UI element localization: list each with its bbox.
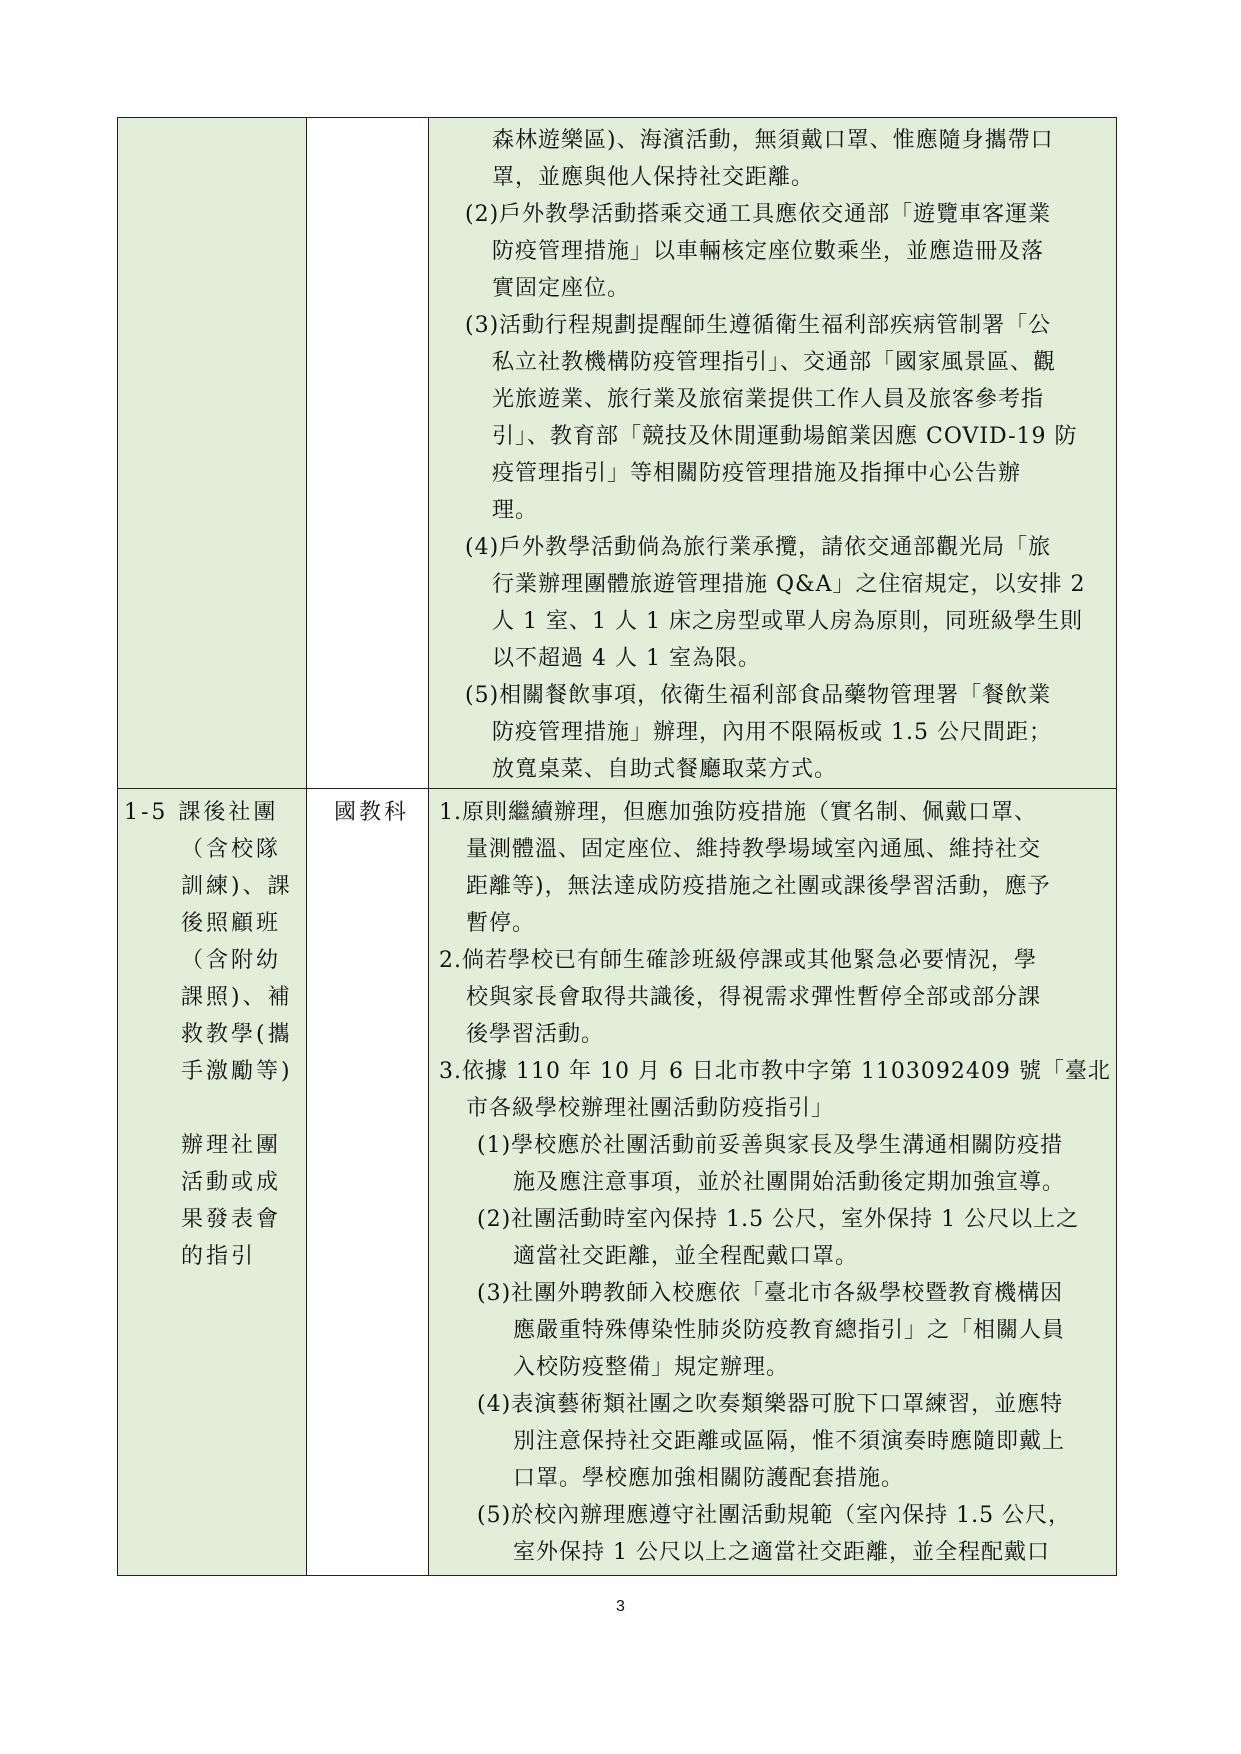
content-line: (3)活動行程規劃提醒師生遵循衛生福利部疾病管制署「公 (465, 313, 1052, 338)
content-line: 適當社交距離，並全程配戴口罩。 (513, 1244, 859, 1269)
content-line: (4)表演藝術類社團之吹奏類樂器可脫下口罩練習，並應特 (477, 1392, 1064, 1417)
department-cell-empty (307, 118, 429, 789)
content-line: 森林遊樂區)、海濱活動，無須戴口罩、惟應隨身攜帶口 (492, 128, 1054, 153)
content-line: 距離等)，無法達成防疫措施之社團或課後學習活動，應予 (466, 874, 1051, 899)
content-line: 防疫管理措施」辦理，內用不限隔板或 1.5 公尺間距； (492, 720, 1052, 745)
content-line: 3.依據 110 年 10 月 6 日北市教中字第 1103092409 號「臺北 (439, 1059, 1111, 1084)
content-line: 1.原則繼續辦理，但應加強防疫措施（實名制、佩戴口罩、 (439, 800, 1037, 825)
content-line: (2)社團活動時室內保持 1.5 公尺，室外保持 1 公尺以上之 (477, 1207, 1080, 1232)
content-line: 放寬桌菜、自助式餐廳取菜方式。 (492, 757, 838, 782)
content-line: (4)戶外教學活動倘為旅行業承攬，請依交通部觀光局「旅 (465, 535, 1052, 560)
content-line: 暫停。 (466, 911, 536, 936)
content-line: 2.倘若學校已有師生確診班級停課或其他緊急必要情況，學 (439, 948, 1037, 973)
content-line: 人 1 室、1 人 1 床之房型或單人房為原則，同班級學生則 (492, 609, 1083, 634)
department-cell (307, 789, 429, 1576)
item-title-line: （含校隊 (181, 837, 282, 862)
item-title-line: 1-5 課後社團 (124, 800, 279, 825)
content-line: 光旅遊業、旅行業及旅宿業提供工作人員及旅客參考指 (492, 387, 1045, 412)
content-line: 疫管理指引」等相關防疫管理措施及指揮中心公告辦 (492, 461, 1022, 486)
item-title-line: 的指引 (181, 1244, 257, 1269)
content-line: 罩，並應與他人保持社交距離。 (492, 165, 815, 190)
content-line: 市各級學校辦理社團活動防疫指引」 (466, 1096, 835, 1121)
item-title-line: （含附幼 (181, 948, 282, 973)
content-line: (5)相關餐飲事項，依衛生福利部食品藥物管理署「餐飲業 (465, 683, 1052, 708)
item-title-line: 課照)、補 (181, 985, 293, 1010)
item-title-line: 果發表會 (181, 1207, 282, 1232)
table-row-continued (118, 118, 1117, 789)
item-title (118, 789, 306, 1275)
content-line: 入校防疫整備」規定辦理。 (513, 1355, 790, 1380)
content-line: 實固定座位。 (492, 276, 631, 301)
content-line: 應嚴重特殊傳染性肺炎防疫教育總指引」之「相關人員 (513, 1318, 1066, 1343)
item-cell-empty (118, 118, 307, 789)
item-title-line: 救教學(攜 (181, 1022, 293, 1047)
content-line: 量測體溫、固定座位、維持教學場域室內通風、維持社交 (466, 837, 1042, 862)
item-cell (118, 789, 307, 1576)
content-line: 別注意保持社交距離或區隔，惟不須演奏時應隨即戴上 (513, 1429, 1066, 1454)
content-line: 以不超過 4 人 1 室為限。 (492, 646, 761, 671)
content-cell (429, 789, 1117, 1576)
continued-content (429, 118, 1116, 788)
content-line: 校與家長會取得共識後，得視需求彈性暫停全部或部分課 (466, 985, 1042, 1010)
content-line: (1)學校應於社團活動前妥善與家長及學生溝通相關防疫措 (477, 1133, 1064, 1158)
content-line: (2)戶外教學活動搭乘交通工具應依交通部「遊覽車客運業 (465, 202, 1052, 227)
item-title-line: 後照顧班 (181, 911, 282, 936)
content-line: 口罩。學校應加強相關防護配套措施。 (513, 1466, 905, 1491)
content-line: 施及應注意事項，並於社團開始活動後定期加強宣導。 (513, 1170, 1066, 1195)
item-title-line: 訓練)、課 (181, 874, 293, 899)
content-line: 行業辦理團體旅遊管理措施 Q&A」之住宿規定，以安排 2 (492, 572, 1086, 597)
content-line: 引」、教育部「競技及休閒運動場館業因應 COVID-19 防 (492, 424, 1078, 449)
content-line: 防疫管理措施」以車輛核定座位數乘坐，並應造冊及落 (492, 239, 1045, 264)
content-line: 室外保持 1 公尺以上之適當社交距離，並全程配戴口 (513, 1540, 1050, 1565)
content-line: 私立社教機構防疫管理指引」、交通部「國家風景區、觀 (492, 350, 1057, 375)
content-line: (3)社團外聘教師入校應依「臺北市各級學校暨教育機構因 (477, 1281, 1064, 1306)
content-line: 理。 (492, 498, 539, 523)
content-cell-continued (429, 118, 1117, 789)
page-number: 3 (616, 1598, 625, 1615)
spacer (124, 1090, 300, 1127)
item-content (429, 789, 1116, 1571)
table-row-1-5 (118, 789, 1117, 1576)
item-title-line: 手激勵等) (181, 1059, 293, 1084)
content-line: 後學習活動。 (466, 1022, 605, 1047)
item-title-line: 辦理社團 (181, 1133, 282, 1158)
measures-table (117, 117, 1117, 1576)
department-label: 國教科 (334, 800, 410, 825)
item-title-line: 活動或成 (181, 1170, 282, 1195)
content-line: (5)於校內辦理應遵守社團活動規範（室內保持 1.5 公尺， (477, 1503, 1072, 1528)
